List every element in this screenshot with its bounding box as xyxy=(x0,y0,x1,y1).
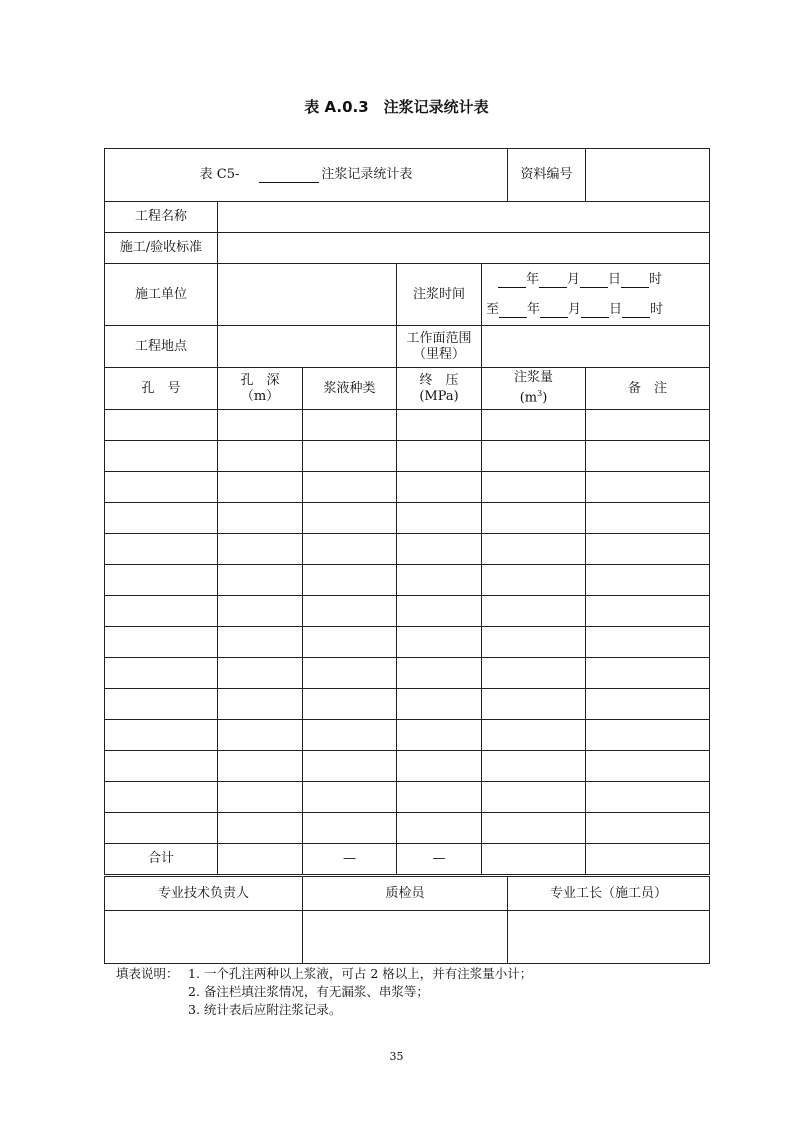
cell-volume[interactable] xyxy=(482,472,586,503)
cell-hole-no[interactable] xyxy=(105,410,218,441)
work-range-label: 工作面范围 （里程） xyxy=(397,326,482,368)
cell-depth[interactable] xyxy=(218,410,303,441)
col-slurry-type: 浆液种类 xyxy=(303,368,397,410)
work-range-field[interactable] xyxy=(482,326,710,368)
total-label: 合计 xyxy=(105,844,218,875)
time-start-line: 年 月 日 时 xyxy=(482,272,709,288)
cell-final-pressure[interactable] xyxy=(397,565,482,596)
cell-depth[interactable] xyxy=(218,782,303,813)
standard-field[interactable] xyxy=(218,233,710,264)
cell-volume[interactable] xyxy=(482,565,586,596)
cell-remark[interactable] xyxy=(586,813,710,844)
construction-unit-field[interactable] xyxy=(218,264,397,326)
cell-hole-no[interactable] xyxy=(105,627,218,658)
cell-hole-no[interactable] xyxy=(105,565,218,596)
table-row xyxy=(105,689,710,720)
tech-lead-signature[interactable] xyxy=(105,911,303,964)
cell-final-pressure[interactable] xyxy=(397,751,482,782)
cell-remark[interactable] xyxy=(586,534,710,565)
table-row xyxy=(105,472,710,503)
table-row xyxy=(105,503,710,534)
table-row xyxy=(105,565,710,596)
cell-remark[interactable] xyxy=(586,503,710,534)
cell-final-pressure[interactable] xyxy=(397,596,482,627)
cell-volume[interactable] xyxy=(482,441,586,472)
cell-hole-no[interactable] xyxy=(105,813,218,844)
table-row xyxy=(105,658,710,689)
cell-final-pressure[interactable] xyxy=(397,658,482,689)
standard-label: 施工/验收标准 xyxy=(105,233,218,264)
cell-slurry-type[interactable] xyxy=(303,596,397,627)
table-row xyxy=(105,441,710,472)
table-row xyxy=(105,782,710,813)
cell-remark[interactable] xyxy=(586,596,710,627)
page-title: 表 A.0.3 注浆记录统计表 xyxy=(304,98,489,116)
cell-final-pressure[interactable] xyxy=(397,503,482,534)
grouting-record-table xyxy=(104,148,710,875)
cell-volume[interactable] xyxy=(482,534,586,565)
cell-remark[interactable] xyxy=(586,782,710,813)
cell-hole-no[interactable] xyxy=(105,441,218,472)
form-code-blank[interactable] xyxy=(259,168,319,183)
col-depth: 孔 深 （m） xyxy=(218,368,303,410)
cell-final-pressure[interactable] xyxy=(397,472,482,503)
note-item: 3. 统计表后应附注浆记录。 xyxy=(188,1002,342,1017)
col-hole-no: 孔 号 xyxy=(105,368,218,410)
cell-volume[interactable] xyxy=(482,503,586,534)
project-name-field[interactable] xyxy=(218,202,710,233)
total-depth[interactable] xyxy=(218,844,303,875)
cell-volume[interactable] xyxy=(482,813,586,844)
cell-final-pressure[interactable] xyxy=(397,782,482,813)
cell-hole-no[interactable] xyxy=(105,472,218,503)
cell-depth[interactable] xyxy=(218,596,303,627)
table-row xyxy=(105,410,710,441)
cell-volume[interactable] xyxy=(482,751,586,782)
cell-final-pressure[interactable] xyxy=(397,441,482,472)
cell-slurry-type[interactable] xyxy=(303,720,397,751)
cell-hole-no[interactable] xyxy=(105,689,218,720)
col-remark: 备 注 xyxy=(586,368,710,410)
cell-depth[interactable] xyxy=(218,627,303,658)
cell-remark[interactable] xyxy=(586,689,710,720)
cell-remark[interactable] xyxy=(586,565,710,596)
cell-hole-no[interactable] xyxy=(105,596,218,627)
cell-remark[interactable] xyxy=(586,658,710,689)
cell-slurry-type[interactable] xyxy=(303,534,397,565)
notes-label: 填表说明： xyxy=(116,966,179,981)
cell-remark[interactable] xyxy=(586,627,710,658)
cell-depth[interactable] xyxy=(218,503,303,534)
total-slurry-type: — xyxy=(303,844,397,875)
project-name-label: 工程名称 xyxy=(105,202,218,233)
cell-slurry-type[interactable] xyxy=(303,410,397,441)
cell-final-pressure[interactable] xyxy=(397,689,482,720)
cell-hole-no[interactable] xyxy=(105,751,218,782)
cell-depth[interactable] xyxy=(218,751,303,782)
cell-hole-no[interactable] xyxy=(105,720,218,751)
cell-depth[interactable] xyxy=(218,813,303,844)
cell-slurry-type[interactable] xyxy=(303,813,397,844)
cell-volume[interactable] xyxy=(482,410,586,441)
inspector-label: 质检员 xyxy=(303,877,508,911)
cell-hole-no[interactable] xyxy=(105,782,218,813)
cell-volume[interactable] xyxy=(482,782,586,813)
project-location-label: 工程地点 xyxy=(105,326,218,368)
cell-hole-no[interactable] xyxy=(105,658,218,689)
cell-remark[interactable] xyxy=(586,720,710,751)
project-location-field[interactable] xyxy=(218,326,397,368)
foreman-label: 专业工长（施工员） xyxy=(508,877,710,911)
cell-slurry-type[interactable] xyxy=(303,782,397,813)
note-item: 2. 备注栏填注浆情况，有无漏浆、串浆等； xyxy=(188,984,429,999)
cell-slurry-type[interactable] xyxy=(303,565,397,596)
cell-remark[interactable] xyxy=(586,472,710,503)
table-row xyxy=(105,813,710,844)
form-name: 注浆记录统计表 xyxy=(321,167,413,182)
cell-volume[interactable] xyxy=(482,689,586,720)
table-row xyxy=(105,534,710,565)
cell-depth[interactable] xyxy=(218,441,303,472)
cell-depth[interactable] xyxy=(218,565,303,596)
cell-depth[interactable] xyxy=(218,472,303,503)
cell-slurry-type[interactable] xyxy=(303,472,397,503)
table-row xyxy=(105,751,710,782)
grouting-time-field[interactable] xyxy=(482,264,710,326)
cell-final-pressure[interactable] xyxy=(397,410,482,441)
cell-hole-no[interactable] xyxy=(105,534,218,565)
cell-hole-no[interactable] xyxy=(105,503,218,534)
page-number: 35 xyxy=(389,1050,404,1063)
col-volume: 注浆量 $(m^3)$ xyxy=(482,368,586,410)
time-end-line: 至 年 月 日 时 xyxy=(486,301,664,317)
form-code-cell xyxy=(105,149,508,202)
cell-volume[interactable] xyxy=(482,720,586,751)
fill-instructions xyxy=(116,965,532,1019)
cell-remark[interactable] xyxy=(586,441,710,472)
signature-table xyxy=(104,876,710,964)
cell-depth[interactable] xyxy=(218,689,303,720)
total-remark[interactable] xyxy=(586,844,710,875)
cell-volume[interactable] xyxy=(482,627,586,658)
note-item: 1. 一个孔注两种以上浆液，可占 2 格以上，并有注浆量小计； xyxy=(188,966,533,981)
tech-lead-label: 专业技术负责人 xyxy=(105,877,303,911)
cell-volume[interactable] xyxy=(482,658,586,689)
total-volume[interactable] xyxy=(482,844,586,875)
total-final-pressure: — xyxy=(397,844,482,875)
cell-slurry-type[interactable] xyxy=(303,503,397,534)
cell-depth[interactable] xyxy=(218,534,303,565)
cell-slurry-type[interactable] xyxy=(303,627,397,658)
foreman-signature[interactable] xyxy=(508,911,710,964)
cell-slurry-type[interactable] xyxy=(303,689,397,720)
cell-slurry-type[interactable] xyxy=(303,658,397,689)
cell-depth[interactable] xyxy=(218,720,303,751)
cell-remark[interactable] xyxy=(586,751,710,782)
table-row xyxy=(105,720,710,751)
table-row xyxy=(105,627,710,658)
cell-final-pressure[interactable] xyxy=(397,720,482,751)
cell-slurry-type[interactable] xyxy=(303,441,397,472)
doc-number-field[interactable] xyxy=(586,149,710,202)
doc-number-label: 资料编号 xyxy=(508,149,586,202)
construction-unit-label: 施工单位 xyxy=(105,264,218,326)
form-code-prefix: 表 C5- xyxy=(199,167,240,182)
inspector-signature[interactable] xyxy=(303,911,508,964)
cell-final-pressure[interactable] xyxy=(397,534,482,565)
col-final-pressure: 终 压 (MPa) xyxy=(397,368,482,410)
cell-depth[interactable] xyxy=(218,658,303,689)
table-row xyxy=(105,596,710,627)
cell-volume[interactable] xyxy=(482,596,586,627)
cell-final-pressure[interactable] xyxy=(397,627,482,658)
cell-slurry-type[interactable] xyxy=(303,751,397,782)
cell-final-pressure[interactable] xyxy=(397,813,482,844)
cell-remark[interactable] xyxy=(586,410,710,441)
grouting-time-label: 注浆时间 xyxy=(397,264,482,326)
